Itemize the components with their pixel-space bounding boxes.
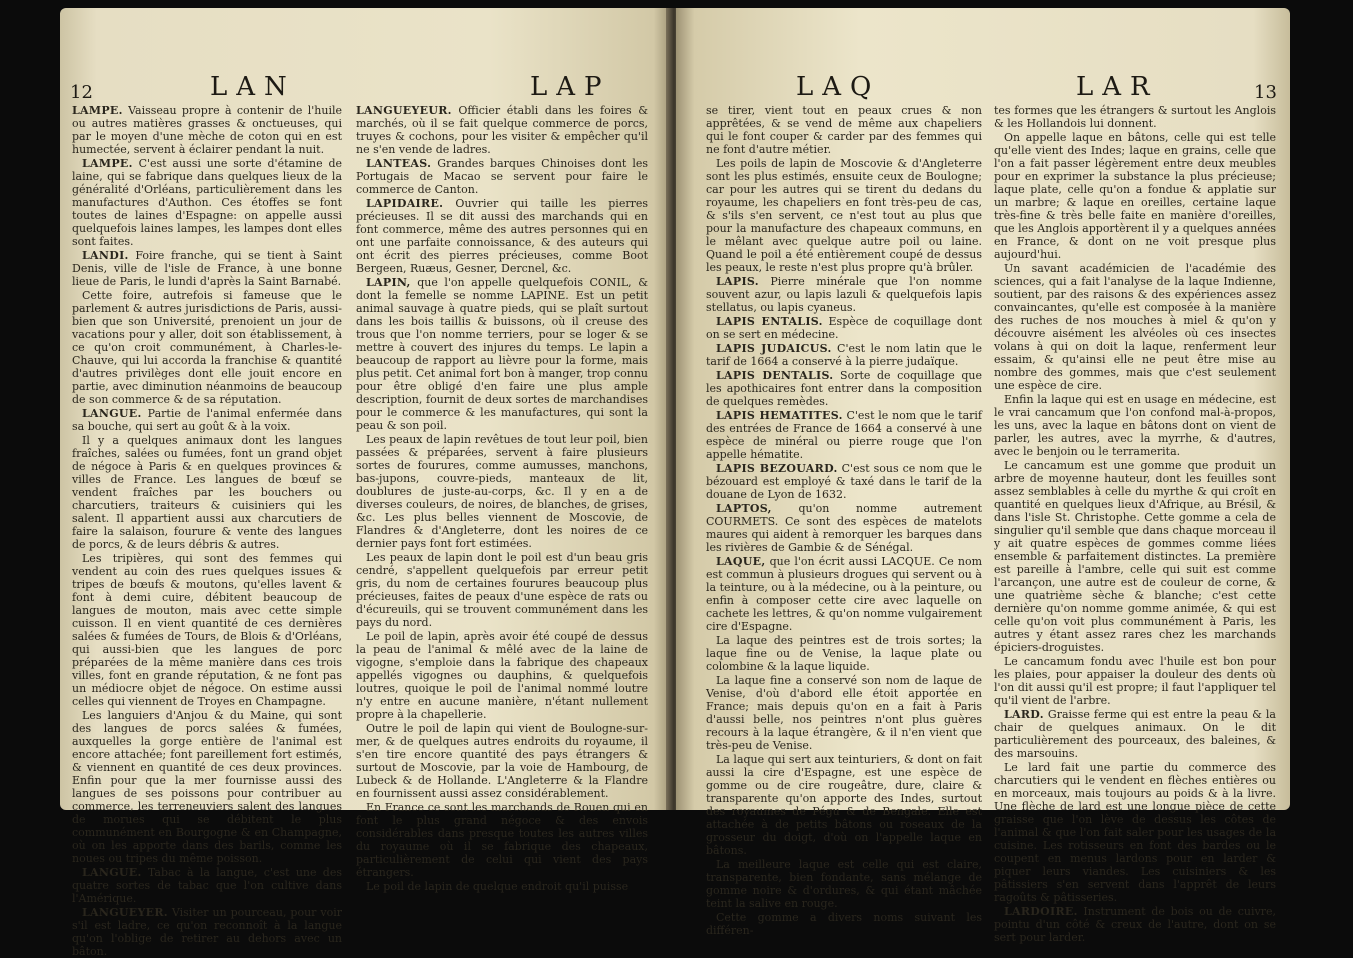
entry-text: Espèce de coquillage dont on se sert en médecine. (706, 315, 982, 341)
entry-text: Les poils de lapin de Moscovie & d'Angleterre sont les plus estimés, ensuite ceux de Boulogne; car pour les autres qui se tirent du dedans du royaume, les chapeliers en font très-peu de cas, & s'ils s'en servent, ce n'est tout au plus que pour la manufacture des chapeaux communs, en le mêlant avec quelque autre poil ou laine. Quand le poil a été entièrement coupé de dessus les peaux, le reste n'est plus propre qu'à brûler. (706, 157, 982, 274)
dictionary-entry (994, 459, 1276, 654)
dictionary-entry (72, 289, 342, 406)
running-head: LAR (1076, 72, 1159, 102)
entry-text: Grandes barques Chinoises dont les Portugais de Macao se servent pour faire le commerce de Canton. (356, 157, 648, 196)
entry-text: C'est sous ce nom que le bézouard est employé & taxé dans le tarif de la douane de Lyon de 1632. (706, 462, 982, 501)
entry-text: Sorte de coquillage que les apothicaires font entrer dans la composition de quelques remèdes. (706, 369, 982, 408)
entry-headword: LAPIS ENTALIS. (716, 315, 823, 328)
entry-text: Tabac à la langue, c'est une des quatre sortes de tabac que l'on cultive dans l'Amérique. (72, 866, 343, 905)
entry-headword: LAPIS. (716, 275, 759, 288)
entry-text: C'est le nom que le tarif des entrées de France de 1664 a conservé à une espèce de minéral ou pierre rouge que l'on appelle hématite. (706, 409, 982, 461)
dictionary-entry (72, 407, 342, 433)
entry-text: La laque des peintres est de trois sortes; la laque fine ou de Venise, la laque plate ou colombine & la laque liquide. (706, 634, 982, 673)
entry-text: Les tripières, qui sont des femmes qui vendent au coin des rues quelques issues & tripes de bœufs & moutons, qu'elles lavent & font à demi cuire, débitent beaucoup de langues de mouton, mais avec cette simple cuisson. Il en vient quantité de ces dernières salées & fumées de Tours, de Blois & d'Orléans, qui aussi-bien que les langues de porc préparées de la même manière dans ces trois villes, font en grande réputation, & ne font pas un médiocre objet de négoce. On estime aussi celles qui viennent de Troyes en Champagne. (72, 552, 342, 708)
dictionary-entry (706, 502, 982, 554)
entry-text: C'est le nom latin que le tarif de 1664 a conservé à la pierre judaïque. (706, 342, 982, 368)
dictionary-entry (72, 866, 342, 905)
entry-headword: LARD. (1004, 708, 1044, 721)
entry-headword: LAPIS DENTALIS. (716, 369, 834, 382)
right-page-header (676, 72, 1290, 102)
entry-text: Le cancamum est une gomme que produit un arbre de moyenne hauteur, dont les feuilles sont assez semblables à celle du myrthe & qui croît en quantité en quelques lieux d'Afrique, au Brésil, & dans l'isle St. Christophe. Cette gomme a cela de singulier qu'il semble que dans chaque morceau il y ait quatre espèces de gommes comme liées ensemble & parfaitement distinctes. La première est pareille à l'ambre, celle qui suit est comme l'arcançon, une autre est de couleur de corne, & une quatrième sèche & blanche; c'est cette dernière qu'on nomme gomme animée, & qui est celle qu'on voit plus communément à Paris, les autres y étant assez rares chez les marchands épiciers-droguistes. (994, 459, 1276, 654)
left-page (60, 8, 672, 958)
dictionary-entry (706, 409, 982, 461)
dictionary-entry (72, 157, 342, 248)
entry-text: Les languiers d'Anjou & du Maine, qui sont des langues de porcs salées & fumées, auxquelles la gorge entière de l'animal est encore attachée; font pareillement fort estimés, & viennent en quantité de ces deux provinces. Enfin pour que la mer fournisse aussi des langues de ses poissons pour contribuer au commerce, les terreneuviers salent des langues de morues qui se débitent le plus communément en Bourgogne & en Champagne, où on les apporte dans des barils, comme les noues ou tripes du même poisson. (72, 709, 342, 865)
running-head: LAQ (796, 72, 881, 102)
dictionary-entry (994, 131, 1276, 261)
entry-text: Pierre minérale que l'on nomme souvent azur, ou lapis lazuli & quelquefois lapis stellatus, ou lapis cyaneus. (706, 275, 982, 314)
dictionary-entry (356, 197, 648, 275)
text-column (356, 104, 649, 893)
entry-headword: LARDOIRE. (1004, 905, 1078, 918)
entry-headword: LANGUEYER. (82, 906, 168, 919)
dictionary-entry (72, 104, 342, 156)
page-number: 12 (70, 82, 93, 103)
dictionary-entry (706, 674, 982, 752)
entry-text: tes formes que les étrangers & surtout les Anglois & les Hollandois lui donnent. (994, 104, 1276, 130)
dictionary-entry (356, 630, 648, 721)
dictionary-entry (994, 708, 1276, 760)
dictionary-entry (72, 709, 342, 865)
dictionary-entry (706, 342, 982, 368)
dictionary-entry (356, 722, 648, 800)
page-number: 13 (1254, 82, 1277, 103)
dictionary-entry (356, 551, 648, 629)
entry-text: Partie de l'animal enfermée dans sa bouche, qui sert au goût & à la voix. (72, 407, 342, 433)
dictionary-entry (706, 315, 982, 341)
entry-text: Enfin la laque qui est en usage en médecine, est le vrai cancamum que l'on confond mal-à-propos, les uns, avec la laque en bâtons dont on vient de parler, les autres, avec la myrrhe, & d'autres, avec le benjoin ou le terramerita. (994, 393, 1276, 458)
entry-text: Outre le poil de lapin qui vient de Boulogne-sur-mer, & de quelques autres endroits du royaume, il s'en tire encore quantité des pays étrangers & surtout de Moscovie, par la voie de Hambourg, de Lubeck & de Hollande. L'Angleterre & la Flandre en fournissent aussi assez considérablement. (356, 722, 648, 800)
entry-headword: LAPTOS, (716, 502, 772, 515)
dictionary-entry (706, 275, 982, 314)
entry-text: que l'on écrit aussi LACQUE. Ce nom est commun à plusieurs drogues qui servent ou à la teinture, ou à la médecine, ou à la peinture, ou enfin à composer cette cire avec laquelle on cachete les lettres, & qu'on nomme vulgairement cire d'Espagne. (706, 555, 983, 633)
entry-text: que l'on appelle quelquefois CONIL, & dont la femelle se nomme LAPINE. Est un petit animal sauvage à quatre pieds, qui se plaît surtout dans les bois taillis & buissons, où il creuse des trous que l'on nomme terriers, pour se loger & se mettre à couvert des injures du temps. Le lapin a beaucoup de rapport au lièvre pour la forme, mais plus petit. Cet animal fort bon à manger, trop connu pour être obligé d'en faire une plus ample description, fournit de deux sortes de marchandises pour le commerce & les manufactures, qui sont la peau & son poil. (356, 276, 648, 432)
entry-text: Vaisseau propre à contenir de l'huile ou autres matières grasses & onctueuses, qui par le moyen d'une mèche de coton qui en est humectée, servent à éclairer pendant la nuit. (72, 104, 342, 156)
entry-headword: LANGUEYEUR. (356, 104, 452, 117)
entry-text: La laque fine a conservé son nom de laque de Venise, d'où d'abord elle étoit apportée en France; mais depuis qu'on en a fait à Paris d'aussi belle, nos peintres n'ont plus guères recours à la laque étrangère, & il n'en vient que très-peu de Venise. (706, 674, 982, 752)
dictionary-entry (356, 433, 648, 550)
dictionary-entry (72, 906, 342, 958)
entry-text: Le poil de lapin, après avoir été coupé de dessus la peau de l'animal & mêlé avec de la laine de vigogne, s'emploie dans la fabrique des chapeaux appellés vigognes ou dauphins, & quelquefois loutres, quoique le poil de l'animal nommé loutre n'y entre en aucune manière, n'étant nullement propre à la chapellerie. (356, 630, 648, 721)
dictionary-entry (72, 552, 342, 708)
entry-headword: LAQUE, (716, 555, 766, 568)
entry-text: En France ce sont les marchands de Rouen qui en font le plus grand négoce & des envois considérables dans presque toutes les autres villes du royaume où il se fabrique des chapeaux, particulièrement de celui qui vient des pays étrangers. (356, 801, 648, 879)
dictionary-entry (356, 157, 648, 196)
entry-headword: LAPIS BEZOUARD. (716, 462, 838, 475)
right-page (676, 8, 1290, 944)
dictionary-entry (706, 911, 982, 937)
entry-headword: LAMPE. (82, 157, 133, 170)
running-head: LAP (530, 72, 611, 102)
entry-text: La laque qui sert aux teinturiers, & dont on fait aussi la cire d'Espagne, est une espèce de gomme ou de cire rougeâtre, dure, claire & transparente qu'on apporte des Indes, surtout des royaumes de Pégu & de Bengale. Elle est attachée à de petits bâtons ou roseaux de la grosseur du doigt, d'où on l'appelle laque en bâtons. (706, 753, 982, 857)
dictionary-entry (994, 905, 1276, 944)
entry-text: qu'on nomme autrement COURMETS. Ce sont des espèces de matelots maures qui aident à remorquer les barques dans les rivières de Gambie & de Sénégal. (706, 502, 982, 554)
dictionary-entry (706, 555, 982, 633)
entry-text: Instrument de bois ou de cuivre, pointu d'un côté & creux de l'autre, dont on se sert pour larder. (994, 905, 1276, 944)
entry-headword: LAPIS JUDAICUS. (716, 342, 832, 355)
text-column (706, 104, 983, 937)
dictionary-entry (994, 262, 1276, 392)
entry-text: C'est aussi une sorte d'étamine de laine, qui se fabrique dans quelques lieux de la généralité d'Orléans, particulièrement dans les manufactures d'Authon. Ces étoffes se font toutes de laines d'Espagne: on appelle aussi quelquefois laines lampes, les lampes dont elles sont faites. (72, 157, 343, 248)
left-page-header (60, 72, 672, 102)
entry-text: Le poil de lapin de quelque endroit qu'il puisse (366, 880, 629, 893)
dictionary-entry (356, 880, 648, 893)
dictionary-entry (356, 276, 648, 432)
dictionary-entry (356, 104, 648, 156)
entry-text: Cette foire, autrefois si fameuse que le parlement & autres jurisdictions de Paris, aussi-bien que son Université, prenoient un jour de vacations pour y aller, doit son établissement, à ce qu'on croit communément, à Charles-le-Chauve, qui lui accorda la franchise & quantité d'autres privilèges dont elle jouit encore en partie, avec diminution néanmoins de beaucoup de son commerce & de sa réputation. (72, 289, 342, 406)
entry-text: se tirer, vient tout en peaux crues & non apprêtées, & se vend de même aux chapeliers qui le font couper & carder par des femmes qui ne font d'autre métier. (706, 104, 982, 156)
entry-text: Officier établi dans les foires & marchés, où il se fait quelque commerce de porcs, truyes & cochons, pour les visiter & empêcher qu'il ne s'en vende de ladres. (356, 104, 649, 156)
dictionary-entry (72, 434, 342, 551)
entry-headword: LAPIS HEMATITES. (716, 409, 843, 422)
entry-text: La meilleure laque est celle qui est claire, transparente, bien fondante, sans mélange de gomme noire & d'ordures, & qui étant mâchée teint la salive en rouge. (706, 858, 982, 910)
open-book (60, 8, 1290, 958)
entry-text: Foire franche, qui se tient à Saint Denis, ville de l'isle de France, à une bonne lieue de Paris, le lundi d'après la Saint Barnabé. (72, 249, 342, 288)
entry-headword: LAPIN, (366, 276, 411, 289)
entry-text: Graisse ferme qui est entre la peau & la chair de quelques animaux. On le dit particulièrement des pourceaux, des baleines, & des marsouins. (994, 708, 1276, 760)
entry-text: Il y a quelques animaux dont les langues fraîches, salées ou fumées, font un grand objet de négoce à Paris & en quelques provinces & villes de France. Les langues de bœuf se vendent fraîches par les bouchers ou charcutiers, traiteurs & cuisiniers qui les salent. Il appartient aussi aux charcutiers de faire la salaison, fourure & vente des langues de porcs, & de leurs débris & autres. (72, 434, 342, 551)
dictionary-entry (72, 249, 342, 288)
dictionary-entry (994, 393, 1276, 458)
dictionary-entry (706, 369, 982, 408)
entry-text: Le lard fait une partie du commerce des charcutiers qui le vendent en flèches entières ou en morceaux, mais toujours au poids & à la livre. Une flèche de lard est une longue pièce de cette graisse que l'on lève de dessus les côtes de l'animal & que l'on fait saler pour les usages de la cuisine. Les rotisseurs en font des bardes ou le coupent en menus lardons pour en larder & piquer leurs viandes. Les cuisiniers & les pâtissiers s'en servent dans l'apprêt de leurs ragoûts & pâtisseries. (994, 761, 1276, 904)
entry-headword: LANDI. (82, 249, 129, 262)
text-column (994, 104, 1277, 944)
dictionary-entry (706, 462, 982, 501)
entry-text: Le cancamum fondu avec l'huile est bon pour les plaies, pour appaiser la douleur des dents où l'on dit aussi qu'il est propre; il faut l'appliquer tel qu'il vient de l'arbre. (994, 655, 1276, 707)
dictionary-entry (994, 104, 1276, 130)
dictionary-entry (994, 761, 1276, 904)
dictionary-entry (706, 753, 982, 857)
entry-text: On appelle laque en bâtons, celle qui est telle qu'elle vient des Indes; laque en grains, celle que l'on a fait passer légèrement entre deux meubles pour en exprimer la substance la plus précieuse; laque plate, celle qu'on a fondue & applatie sur un marbre; & laque en oreilles, certaine laque très-fine & très belle faite en manière d'oreilles, que les Anglois apportèrent il y a quelques années en France, & dont on ne voit presque plus aujourd'hui. (994, 131, 1277, 261)
text-column (72, 104, 343, 958)
entry-headword: LAMPE. (72, 104, 123, 117)
dictionary-entry (706, 104, 982, 156)
dictionary-entry (356, 801, 648, 879)
entry-text: Un savant académicien de l'académie des sciences, qui a fait l'analyse de la laque Indienne, soutient, par des raisons & des expériences assez convaincantes, qu'elle est composée à la manière des ruches de nos mouches à miel & qu'on y découvre aisément les alvéoles où ces insectes volans à qui on doit la laque, renferment leur essaim, & qu'ainsi elle ne peut être mise au nombre des gommes, mais que c'est seulement une espèce de cire. (994, 262, 1276, 392)
entry-headword: LANGUE. (82, 866, 142, 879)
entry-headword: LAPIDAIRE. (366, 197, 444, 210)
entry-headword: LANTEAS. (366, 157, 432, 170)
dictionary-entry (706, 634, 982, 673)
dictionary-entry (994, 655, 1276, 707)
entry-text: Les peaux de lapin revêtues de tout leur poil, bien passées & préparées, servent à faire plusieurs sortes de fourures, comme aumusses, manchons, bas-jupons, couvre-pieds, manteaux de lit, doublures de juste-au-corps, &c. Il y en a de diverses couleurs, de noires, de blanches, de grises, &c. Les plus belles viennent de Moscovie, de Flandres & d'Angleterre, dont les noires de ce dernier pays font fort estimées. (356, 433, 648, 550)
entry-text: Visiter un pourceau, pour voir s'il est ladre, ce qu'on reconnoît à la langue qu'on l'oblige de retirer au dehors avec un bâton. (72, 906, 343, 958)
running-head: LAN (210, 72, 296, 102)
dictionary-entry (706, 157, 982, 274)
entry-text: Ouvrier qui taille les pierres précieuses. Il se dit aussi des marchands qui en font commerce, même des autres personnes qui en ont une parfaite connoissance, & des auteurs qui ont écrit des pierres précieuses, comme Boot Bergeen, Ruæus, Gesner, Dercnel, &c. (356, 197, 648, 275)
entry-text: Cette gomme a divers noms suivant les différen- (706, 911, 982, 937)
entry-headword: LANGUE. (82, 407, 142, 420)
entry-text: Les peaux de lapin dont le poil est d'un beau gris cendré, s'appellent quelquefois par erreur petit gris, du nom de certaines fourures beaucoup plus précieuses, faites de peaux d'une espèce de rats ou d'écureuils, qui se trouvent communément dans les pays du nord. (356, 551, 648, 629)
dictionary-entry (706, 858, 982, 910)
